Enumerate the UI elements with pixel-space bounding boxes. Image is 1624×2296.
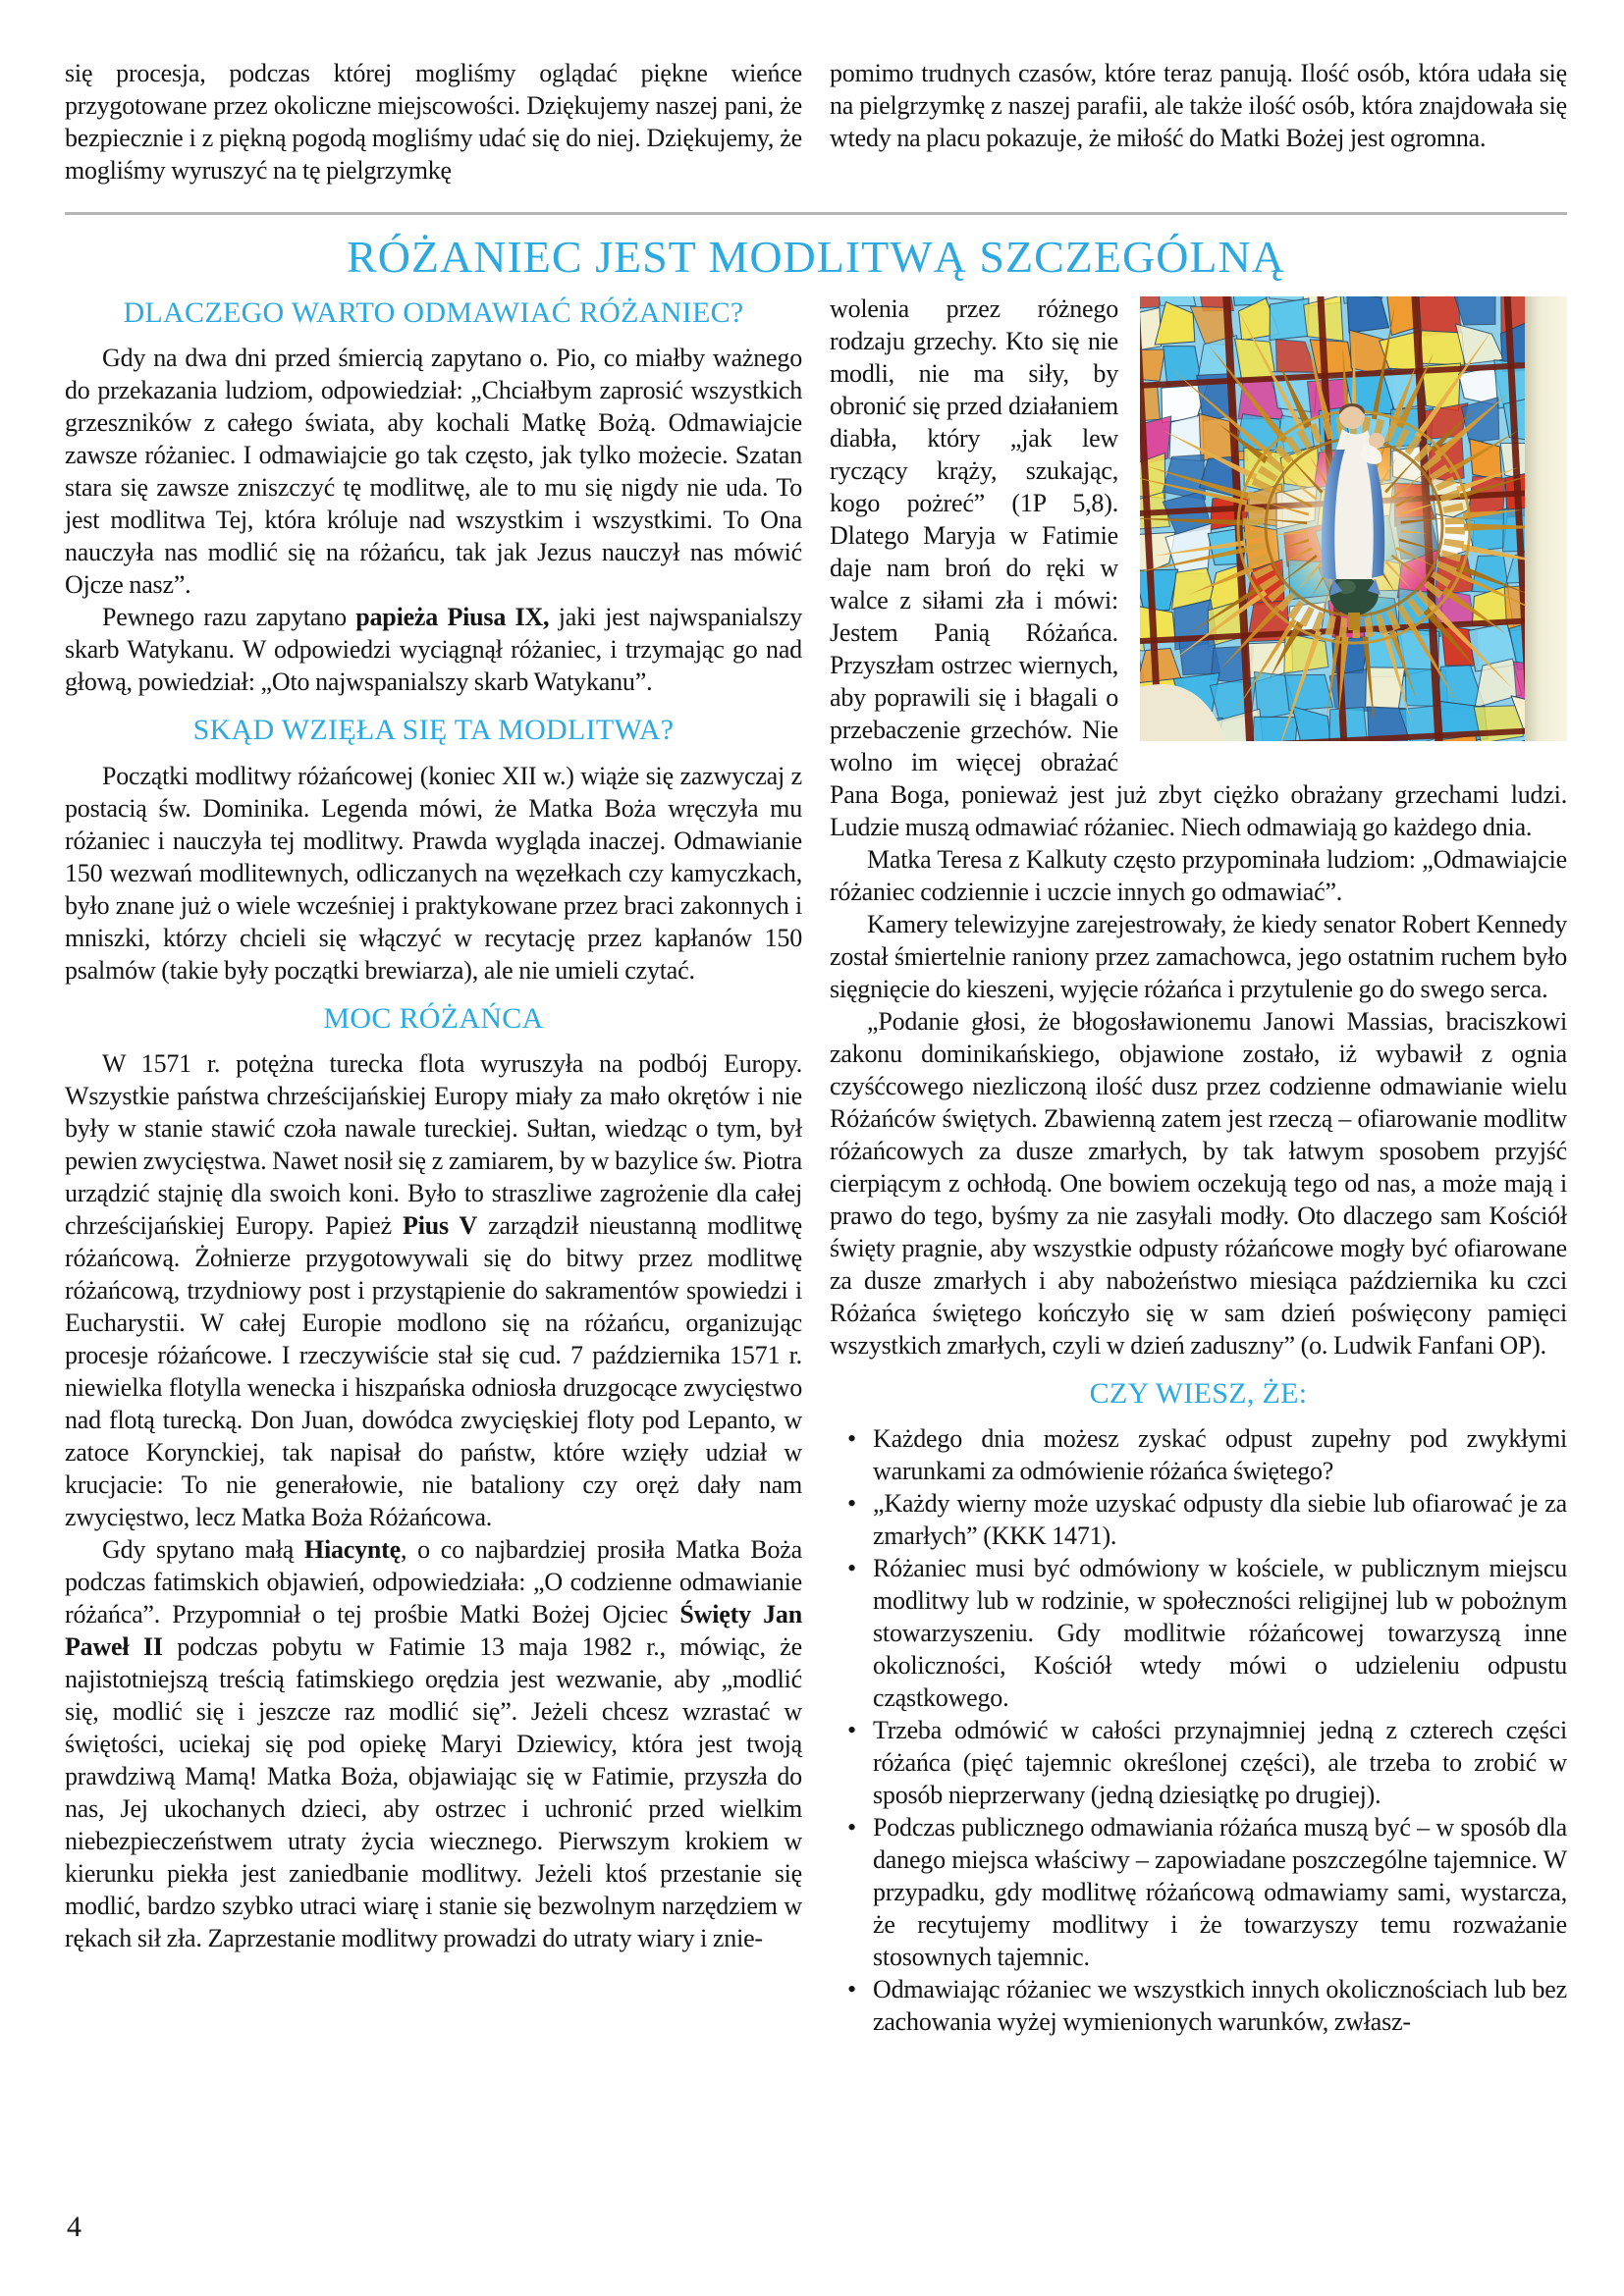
- bullet-item: • Podczas publicznego odmawiania różańca muszą być – w sposób dla danego miejsca właściwy – zapowiadane poszczególne tajemnice. W przypadku, gdy modlitwę różańcową odmawiamy sami, wystarcza, że recytujemy modlitwy i że towarzyszy temu rozważanie stosownych tajemnic.: [843, 1811, 1567, 1973]
- intro-right-column: [830, 57, 1567, 187]
- paragraph: Kamery telewizyjne zarejestrowały, że kiedy senator Robert Kennedy został śmiertelnie raniony przez zamachowca, jego ostatnim ruchem było sięgnięcie do kieszeni, wyjęcie różańca i przytulenie go do swego serca.: [830, 909, 1567, 1003]
- paragraph: Gdy spytano małą Hiacyntę, o co najbardziej prosiła Matka Boża podczas fatimskich objawień, odpowiedziała: „O codzienne odmawianie różańca”. Przypomniał o tej prośbie Matki Bożej Ojciec Święty Jan Paweł II podczas pobytu w Fatimie 13 maja 1982 r., mówiąc, że najistotniejszą treścią fatimskiego orędzia jest wezwanie, aby „modlić się, modlić się i jeszcze raz modlić się”. Jeżeli chcesz wzrastać w świętości, uciekaj się pod opiekę Maryi Dziewicy, która jest twoją prawdziwą Mamą! Matka Boża, objawiając się w Fatimie, przyszła do nas, Jej ukochanych dzieci, aby ostrzec i uchronić przed wielkim niebezpieczeństwem utraty życia wiecznego. Pierwszym krokiem w kierunku piekła jest zaniedbanie modlitwy. Jeżeli ktoś przestanie się modlić, bardzo szybko utraci wiarę i stanie się bezwolnym narzędziem w rękach sił zła. Zaprzestanie modlitwy prowadzi do utraty wiary i znie-: [65, 1535, 802, 1953]
- article-columns: [65, 293, 1567, 2039]
- article-title: RÓŻANIEC JEST MODLITWĄ SZCZEGÓLNĄ: [347, 232, 1285, 282]
- intro-section: [65, 57, 1567, 187]
- heading-czy-wiesz: CZY WIESZ, ŻE:: [1089, 1376, 1308, 1410]
- bullet-item: • Odmawiając różaniec we wszystkich innych okolicznościach lub bez zachowania wyżej wymienionych warunków, zwłasz-: [843, 1973, 1567, 2038]
- stained-glass-photo-graphic: [1140, 296, 1567, 741]
- intro-left-text: się procesja, podczas której mogliśmy oglądać piękne wieńce przygotowane przez okoliczne miejscowości. Dziękujemy naszej pani, że bezpiecznie i z piękną pogodą mogliśmy udać się do niej. Dziękujemy, że mogliśmy wyruszyć na tę pielgrzymkę: [65, 59, 802, 185]
- bullet-item: • Każdego dnia możesz zyskać odpust zupełny pod zwykłymi warunkami za odmówienie różańca świętego?: [843, 1422, 1567, 1487]
- intro-right-text: pomimo trudnych czasów, które teraz panują. Ilość osób, która udała się na pielgrzymkę z naszej parafii, ale także ilość osób, która znajdowała się wtedy na placu pokazuje, że miłość do Matki Bożej jest ogromna.: [830, 59, 1567, 152]
- heading-skad: SKĄD WZIĘŁA SIĘ TA MODLITWA?: [192, 714, 675, 747]
- paragraph: wolenia przez różnego rodzaju grzechy. Kto się nie modli, nie ma siły, by obronić się przed działaniem diabła, który „jak lew ryczący krąży, szukając, kogo pożreć” (1P 5,8). Dlatego Maryja w Fatimie daje nam broń do ręki w walce z siłami zła i mówi: Jestem Panią Różańca. Przyszłam ostrzec wiernych, aby poprawili się i błagali o przebaczenie grzechów. Nie wolno im więcej obrażać Pana Boga, ponieważ jest już zbyt ciężko obrażany grzechami ludzi. Ludzie muszą odmawiać różaniec. Niech odmawiają go każdego dnia.: [830, 294, 1567, 841]
- mary-statue-photo: [1140, 296, 1567, 741]
- heading-moc: MOC RÓŻAŃCA: [323, 1001, 544, 1035]
- paragraph: Początki modlitwy różańcowej (koniec XII w.) wiąże się zazwyczaj z postacią św. Dominika. Legenda mówi, że Matka Boża wręczyła mu różaniec i nauczyła tej modlitwy. Prawda wygląda inaczej. Odmawianie 150 wezwań modlitewnych, odliczanych na węzełkach czy kamyczkach, było znane już o wiele wcześniej i praktykowane przez braci zakonnych i mniszki, którzy chcieli się włączyć w recytację przez kapłanów 150 psalmów (takie były początki brewiarza), ale nie umieli czytać.: [65, 761, 802, 985]
- wall-right: [1525, 296, 1567, 741]
- paragraph: W 1571 r. potężna turecka flota wyruszyła na podbój Europy. Wszystkie państwa chrześcijańskiej Europy miały za mało okrętów i nie były w stanie stawić czoła nawale tureckiej. Sułtan, wiedząc o tym, był pewien zwycięstwa. Nawet nosił się z zamiarem, by w bazylice św. Piotra urządzić stajnię dla swoich koni. Było to straszliwe zagrożenie dla całej chrześcijańskiej Europy. Papież Pius V zarządził nieustanną modlitwę różańcową. Żołnierze przygotowywali się do bitwy przez modlitwę różańcową, trzydniowy post i przystąpienie do sakramentów spowiedzi i Eucharystii. W całej Europie modlono się na różańcu, organizując procesje różańcowe. I rzeczywiście stał się cud. 7 października 1571 r. niewielka flotylla wenecka i hiszpańska odniosła druzgocące zwycięstwo nad flotą turecką. Don Juan, dowódca zwycięskiej floty pod Lepanto, w zatoce Korynckiej, tak napisał do państw, które wzięły udział w krucjacie: To nie generałowie, nie bataliony czy oręż dały nam zwycięstwo, lecz Matka Boża Różańcowa.: [65, 1049, 802, 1532]
- intro-left-column: [65, 57, 802, 187]
- article-left-column: [65, 293, 802, 1955]
- section-divider: [65, 212, 1567, 215]
- page-number: 4: [67, 2211, 81, 2243]
- article-right-column: [830, 293, 1567, 2039]
- paragraph: Pewnego razu zapytano papieża Piusa IX, jaki jest najwspanialszy skarb Watykanu. W odpowiedzi wyciągnął różaniec, i trzymając go nad głową, powiedział: „Oto najwspanialszy skarb Watykanu”.: [65, 603, 803, 697]
- bullet-item: • Trzeba odmówić w całości przynajmniej jedną z czterech części różańca (pięć tajemnic określonej części), ale trzeba to zrobić w sposób nieprzerwany (jedną dziesiątkę po drugiej).: [843, 1714, 1567, 1811]
- bullet-item: • Różaniec musi być odmówiony w kościele, w publicznym miejscu modlitwy lub w rodzinie, w społeczności religijnej lub w pobożnym stowarzyszeniu. Gdy modlitwie różańcowej towarzyszą inne okoliczności, Kościół wtedy mówi o udzieleniu odpustu cząstkowego.: [843, 1552, 1567, 1714]
- bullet-list: [830, 1422, 1567, 2038]
- paragraph: Matka Teresa z Kalkuty często przypominała ludziom: „Odmawiajcie różaniec codziennie i uczcie innych go odmawiać”.: [830, 844, 1567, 906]
- heading-dlaczego: DLACZEGO WARTO ODMAWIAĆ RÓŻANIEC?: [123, 295, 744, 329]
- paragraph: „Podanie głosi, że błogosławionemu Janowi Massias, braciszkowi zakonu dominikańskiego, objawione zostało, iż wybawił z ognia czyśćcowego niezliczoną ilość dusz przez codzienne odmawianie wielu Różańców świętych. Zbawienną zatem jest rzeczą – ofiarowanie modlitw różańcowych za dusze zmarłych, by tak łatwym sposobem przyjść cierpiącym z ochłodą. One bowiem oczekują tego od nas, a może mają i prawo do tego, byśmy za nie zasyłali modły. Oto dlaczego sam Kościół święty pragnie, aby wszystkie odpusty różańcowe mogły być ofiarowane za dusze zmarłych i aby nabożeństwo miesiąca października ku czci Różańca świętego kończyło się w sam dzień poświęcony pamięci wszystkich zmarłych, czyli w dzień zaduszny” (o. Ludwik Fanfani OP).: [830, 1006, 1567, 1360]
- paragraph: Gdy na dwa dni przed śmiercią zapytano o. Pio, co miałby ważnego do przekazania ludziom, odpowiedział: „Chciałbym zaprosić wszystkich grzeszników z całego świata, aby kochali Matkę Bożą. Odmawiajcie zawsze różaniec. I odmawiajcie go tak często, jak tylko możecie. Szatan stara się zawsze zniszczyć tę modlitwę, ale to mu się nigdy nie uda. To jest modlitwa Tej, która króluje nad wszystkim i wszystkimi. To Ona nauczyła nas modlić się na różańcu, tak jak Jezus nauczył nas mówić Ojcze nasz”.: [65, 344, 802, 600]
- bullet-item: • „Każdy wierny może uzyskać odpusty dla siebie lub ofiarować je za zmarłych” (KKK 1471).: [843, 1487, 1567, 1552]
